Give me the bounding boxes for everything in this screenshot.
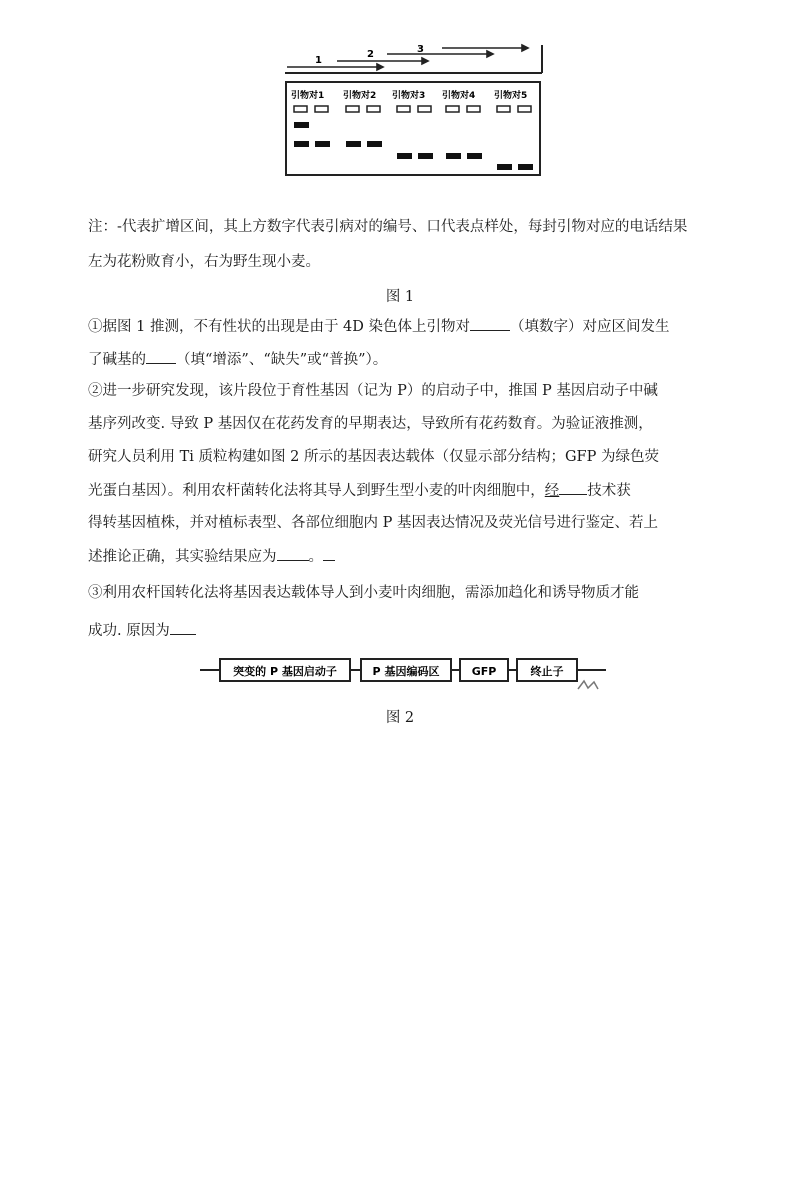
q3-line-1: ③利用农杆国转化法将基因表达载体导人到小麦叶肉细胞，需添加趋化和诱导物质才能 <box>88 585 639 601</box>
q1-blank-mutation[interactable] <box>146 349 176 364</box>
note-line-2: 左为花粉败育小，右为野生现小麦。 <box>88 254 320 270</box>
q1-text-b: （填数字）对应区间发生 <box>510 319 670 335</box>
lane-label-3: 引物对3 <box>392 91 426 101</box>
vector-box-promoter: 突变的 P 基因启动子 <box>233 665 337 678</box>
q1-blank-primer[interactable] <box>470 316 510 331</box>
interval-arrows <box>287 45 528 70</box>
q1-text-c: 了碱基的 <box>88 352 146 368</box>
figure2-vector-diagram <box>198 655 608 695</box>
q2-line-4 <box>88 480 631 501</box>
q1-text-d: （填“增添”、“缺失”或“普换”）。 <box>176 352 388 368</box>
q2-text-d: 。 <box>308 549 323 565</box>
vector-box-coding: P 基因编码区 <box>372 665 440 678</box>
figure2-caption: 图 2 <box>385 710 415 726</box>
q2-blank-result[interactable] <box>277 546 309 561</box>
figure1-gel-diagram <box>282 40 544 178</box>
interval-label-3: 3 <box>417 44 424 55</box>
lane-label-2: 引物对2 <box>343 91 377 101</box>
q2-text-underlined: 经 <box>544 483 560 499</box>
interval-label-1: 1 <box>315 55 322 66</box>
q2-text-c: 述推论正确，其实验结果应为 <box>88 549 277 565</box>
q3-text-a: 成功. 原因为 <box>88 623 170 639</box>
q3-line-2 <box>88 620 196 641</box>
gel-bands <box>294 122 533 170</box>
q2-text-a: 光蛋白基因）。利用农杆菌转化法将其导人到野生型小麦的叶肉细胞中， <box>88 483 545 499</box>
lane-label-5: 引物对5 <box>494 91 528 101</box>
q2-line-6 <box>88 546 335 567</box>
q2-line-2: 基序列改变. 导致 P 基因仅在花药发育的早期表达，导致所有花药数育。为验证液推测， <box>88 416 653 432</box>
q1-line-1 <box>88 316 670 337</box>
q2-line-5: 得转基因植株，并对植标表型、各部位细胞内 P 基因表达情况及荧光信号进行鉴定、若上 <box>88 515 658 531</box>
vector-box-terminator: 终止子 <box>530 665 564 678</box>
q2-text-b: 技术获 <box>587 483 631 499</box>
q1-text-a: ①据图 1 推测，不有性状的出现是由于 4D 染色体上引物对 <box>88 319 471 335</box>
vector-box-gfp: GFP <box>471 665 497 678</box>
q2-line-3: 研究人员利用 Ti 质粒构建如图 2 所示的基因表达载体（仅显示部分结构；GFP 为绿色荧 <box>88 449 659 465</box>
lane-label-1: 引物对1 <box>291 91 325 101</box>
q1-line-2 <box>88 349 387 370</box>
q2-line-1: ②进一步研究发现，该片段位于育性基因（记为 P）的启动子中，推国 P 基因启动子中碱 <box>88 383 658 399</box>
interval-label-2: 2 <box>367 49 374 60</box>
scan-artifact-mark <box>578 681 598 689</box>
q2-blank-technique[interactable] <box>559 480 587 495</box>
q3-blank-reason[interactable] <box>170 620 196 635</box>
note-line-1: 注：-代表扩增区间，其上方数字代表引病对的编号、口代表点样处，每封引物对应的电话结果 <box>88 219 688 235</box>
lane-label-4: 引物对4 <box>442 91 476 101</box>
sample-wells <box>294 106 531 112</box>
figure1-caption: 图 1 <box>385 289 415 305</box>
